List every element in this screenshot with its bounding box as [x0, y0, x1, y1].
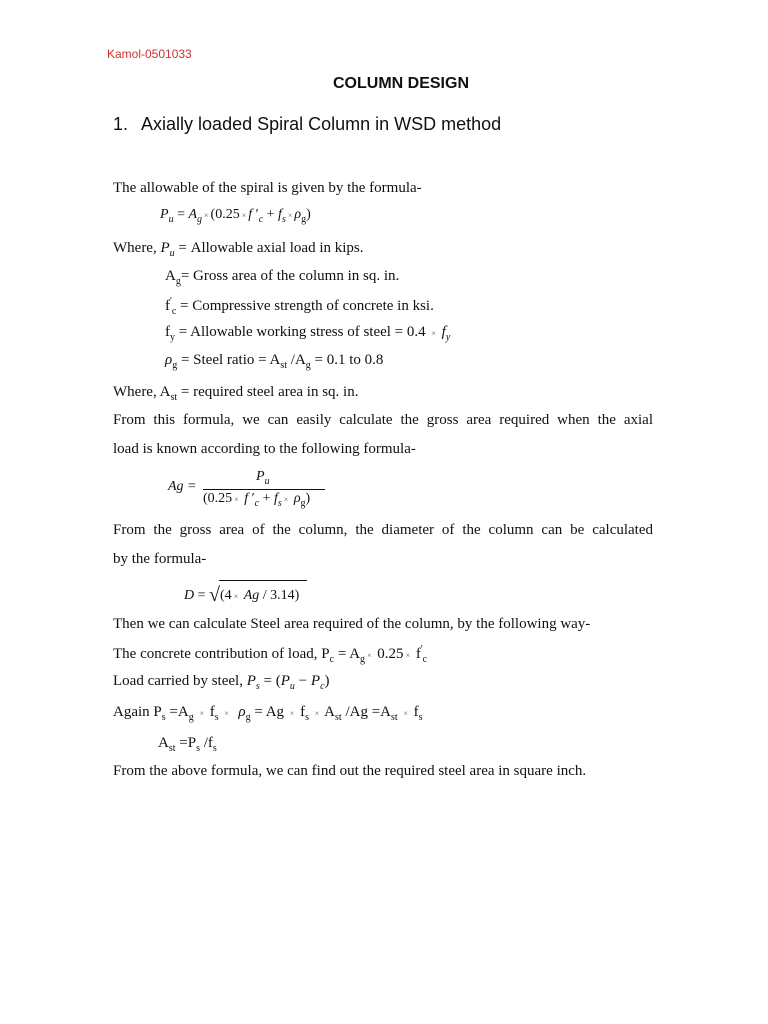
- para1-line2: load is known according to the following formula-: [113, 441, 416, 457]
- def-fc: $f'_c$ = Compressive strength of concrete in ksi.: [165, 296, 434, 317]
- def-fy: $f_y$ = Allowable working stress of steel = $0.4 \times f_y$: [165, 324, 451, 343]
- formula-ag-numerator: $P_u$: [256, 469, 270, 487]
- author-id: Kamol-0501033: [107, 47, 192, 61]
- page-title: COLUMN DESIGN: [333, 75, 469, 92]
- formula-ag-lhs: Ag =: [168, 479, 197, 494]
- load-by-steel: Load carried by steel, $P_s = (P_u - P_c)$: [113, 673, 330, 692]
- sqrt-bar: [219, 580, 307, 581]
- def-ast: Where, $A_{st}$ = required steel area in sq. in.: [113, 384, 359, 403]
- again-formula: Again $P_s =A_g \times f_s \times \rho_g = Ag \times f_s \times A_{st}$ $/Ag =A_{st} \times f_s$: [113, 704, 423, 723]
- fraction-bar: [203, 489, 325, 490]
- section-heading: [113, 114, 501, 135]
- section-title: Axially loaded Spiral Column in WSD method: [141, 114, 502, 134]
- intro-text: The allowable of the spiral is given by the formula-: [113, 180, 422, 196]
- para1-line1: From this formula, we can easily calculate the gross area required when the axial: [113, 412, 653, 428]
- section-number: 1.: [113, 114, 129, 134]
- def-rho: $\rho_g$ = Steel ratio = $A_{st}$ $/A_g = 0.1$ to 0.8: [165, 352, 384, 371]
- formula-ag-denominator: (0.25 × f $'_c + f_s \times \rho_g$): [203, 491, 311, 509]
- ast-formula: $A_{st} =P_s$ $/f_s$: [158, 735, 217, 754]
- def-pu: Where, $P_u$ = Allowable axial load in kips.: [113, 240, 364, 259]
- formula-pu: $P_u = A_g \times (0.25 \times f$ $'_c + f_s \times \rho_g$): [160, 207, 311, 225]
- para2-line2: by the formula-: [113, 551, 207, 567]
- conclusion-text: From the above formula, we can find out the required steel area in square inch.: [113, 763, 587, 779]
- para2-line1: From the gross area of the column, the diameter of the column can be calculated: [113, 522, 653, 538]
- then-text: Then we can calculate Steel area required of the column, by the following way-: [113, 616, 591, 632]
- def-ag: $A_g=$ Gross area of the column in sq. in.: [165, 268, 400, 287]
- formula-d: D = √(4 × Ag / 3.14): [184, 584, 300, 606]
- concrete-contribution: The concrete contribution of load, $P_c = A_g \times 0.25 \times f'_c$: [113, 644, 428, 665]
